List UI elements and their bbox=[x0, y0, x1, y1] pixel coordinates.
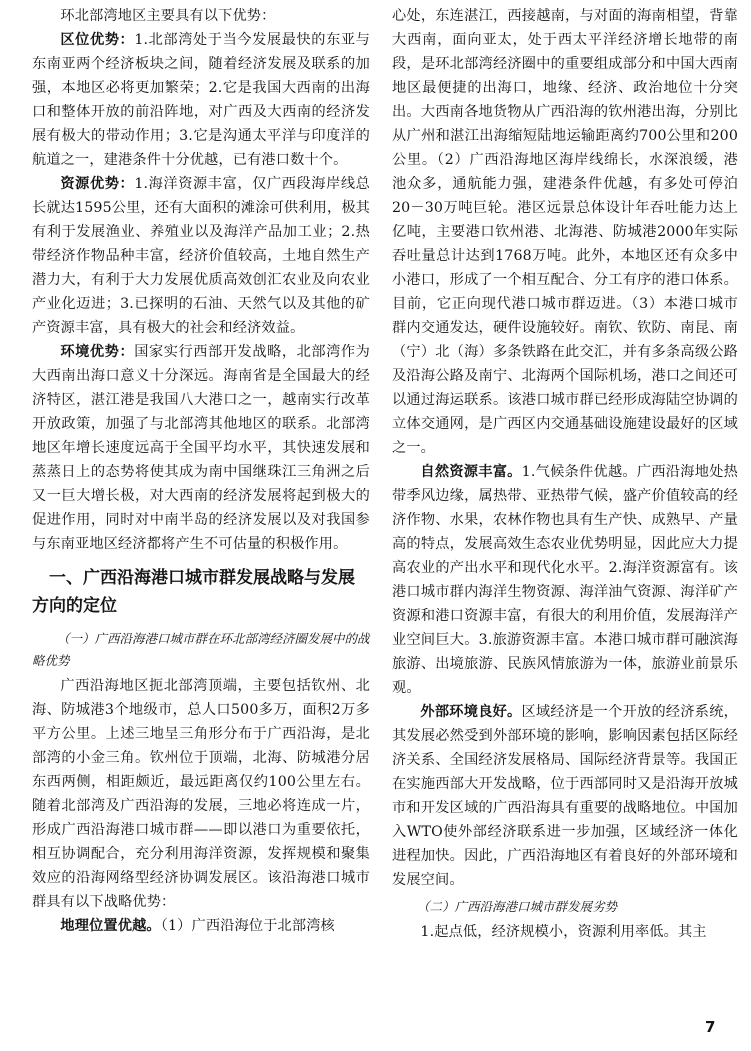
geo-location-paragraph bbox=[32, 914, 370, 938]
environment-advantage-label: 环境优势： bbox=[60, 344, 135, 360]
weakness-paragraph: 1.起点低，经济规模小，资源利用率低。其主 bbox=[420, 924, 707, 940]
page-number: 7 bbox=[705, 1018, 716, 1036]
subsection-heading-1: （一）广西沿海港口城市群在环北部湾经济圈发展中的战略优势 bbox=[32, 631, 370, 668]
resource-advantage-text: 1.海洋资源丰富，仅广西段海岸线总长就达1595公里，还有大面积的滩涂可供利用，极其有利于发展渔业、养殖业以及海洋产品加工业；2.热带经济作物品种丰富，经济价值较高，土地自然生产潜力大，有利于大力发展优质高效创汇农业及向农业产业化迈进；3.已探明的石油、天然气以及其他的矿产资源丰富，具有极大的社会和经济效益。 bbox=[32, 176, 370, 336]
right-column bbox=[392, 4, 738, 944]
geo-location-text: （1）广西沿海位于北部湾核 bbox=[160, 918, 335, 934]
natural-resources-paragraph bbox=[392, 460, 738, 700]
resource-advantage-paragraph bbox=[32, 172, 370, 340]
environment-advantage-text: 国家实行西部开发战略，北部湾作为大西南出海口意义十分深远。海南省是全国最大的经济特区，湛江港是我国八大港口之一，越南实行改革开放政策，加强了与北部湾其他地区的联系。北部湾地区年增长速度远高于全国平均水平，其快速发展和蒸蒸日上的态势将使其成为南中国继珠江三角洲之后又一巨大增长极，对大西南的经济发展将起到极大的促进作用，同时对中南半岛的经济发展以及对我国参与东南亚地区经济都将产生不可估量的积极作用。 bbox=[32, 344, 370, 552]
geo-location-label: 地理位置优越。 bbox=[60, 918, 161, 934]
location-advantage-label: 区位优势： bbox=[60, 32, 135, 48]
external-environment-text: 区域经济是一个开放的经济系统，其发展必然受到外部环境的影响，影响因素包括区际经济关系、全国经济发展格局、国际经济背景等。我国正在实施西部大开发战略，位于西部同时又是沿海开放城市和开发区域的广西沿海具有重要的战略地位。中国加入WTO使外部经济联系进一步加强，区域经济一体化进程加快。因此，广西沿海地区有着良好的外部环境和发展空间。 bbox=[392, 704, 738, 888]
section-heading: 一、广西沿海港口城市群发展战略与发展方向的定位 bbox=[32, 568, 355, 616]
external-environment-label: 外部环境良好。 bbox=[420, 704, 522, 720]
external-environment-paragraph bbox=[392, 700, 738, 892]
environment-advantage-paragraph bbox=[32, 340, 370, 556]
area-paragraph: 广西沿海地区扼北部湾顶端，主要包括钦州、北海、防城港3个地级市，总人口500多万，面积2万多平方公里。上述三地呈三角形分布于广西沿海，是北部湾的小金三角。钦州位于顶端，北海、防城港分居东西两侧，相距颇近，最远距离仅约100公里左右。随着北部湾及广西沿海的发展，三地必将连成一片，形成广西沿海港口城市群——即以港口为重要依托，相互协调配合，充分利用海洋资源，发挥规模和聚集效应的沿海网络型经济协调发展区。该沿海港口城市群具有以下战略优势： bbox=[32, 678, 370, 910]
location-advantage-paragraph bbox=[32, 28, 370, 172]
natural-resources-label: 自然资源丰富。 bbox=[420, 464, 522, 480]
subsection-heading-2: （二）广西沿海港口城市群发展劣势 bbox=[417, 899, 618, 914]
natural-resources-text: 1.气候条件优越。广西沿海地处热带季风边缘，属热带、亚热带气候，盛产价值较高的经济作物、水果，农林作物也具有生产快、成熟早、产量高的特点，发展高效生态农业优势明显，因此应大力提高农业的产出水平和现代化水平。2.海洋资源富有。该港口城市群内海洋生物资源、海洋油气资源、海洋矿产资源和港口资源丰富，有很大的利用价值，发展海洋产业空间巨大。3.旅游资源丰富。本港口城市群可融滨海旅游、出境旅游、民族风情旅游为一体，旅游业前景乐观。 bbox=[392, 464, 738, 696]
resource-advantage-label: 资源优势： bbox=[60, 176, 135, 192]
location-advantage-text: 1.北部湾处于当今发展最快的东亚与东南亚两个经济板块之间，随着经济发展及联系的加强，本地区必将更加繁荣；2.它是我国大西南的出海口和整体开放的前沿阵地，对广西及大西南的经济发展有极大的带动作用；3.它是沟通太平洋与印度洋的航道之一，建港条件十分优越，已有港口数十个。 bbox=[32, 32, 370, 168]
left-column bbox=[32, 4, 370, 938]
geo-location-continued: 心处，东连湛江，西接越南，与对面的海南相望，背靠大西南，面向亚太，处于西太平洋经济增长地带的南段，是环北部湾经济圈中的重要组成部分和中国大西南地区最便捷的出海口，地缘、经济、政治地位十分突出。大西南各地货物从广西沿海的钦州港出海，分别比从广州和湛江出海缩短陆地运输距离约700公里和200公里。（2）广西沿海地区海岸线绵长，水深浪缓，港池众多，通航能力强，建港条件优越，有多处可停泊20－30万吨巨轮。港区远景总体设计年吞吐能力达上亿吨，主要港口钦州港、北海港、防城港2000年实际吞吐量总计达到1768万吨。此外，本地区还有众多中小港口，形成了一个相互配合、分工有序的港口体系。目前，它正向现代港口城市群迈进。（3）本港口城市群内交通发达，硬件设施较好。南钦、钦防、南昆、南（宁）北（海）多条铁路在此交汇，并有多条高级公路及沿海公路及南宁、北海两个国际机场，港口之间还可以通过海运联系。该港口城市群已经形成海陆空协调的立体交通网，是广西区内交通基础设施建设最好的区域之一。 bbox=[392, 8, 738, 456]
intro-paragraph: 环北部湾地区主要具有以下优势： bbox=[60, 8, 276, 24]
